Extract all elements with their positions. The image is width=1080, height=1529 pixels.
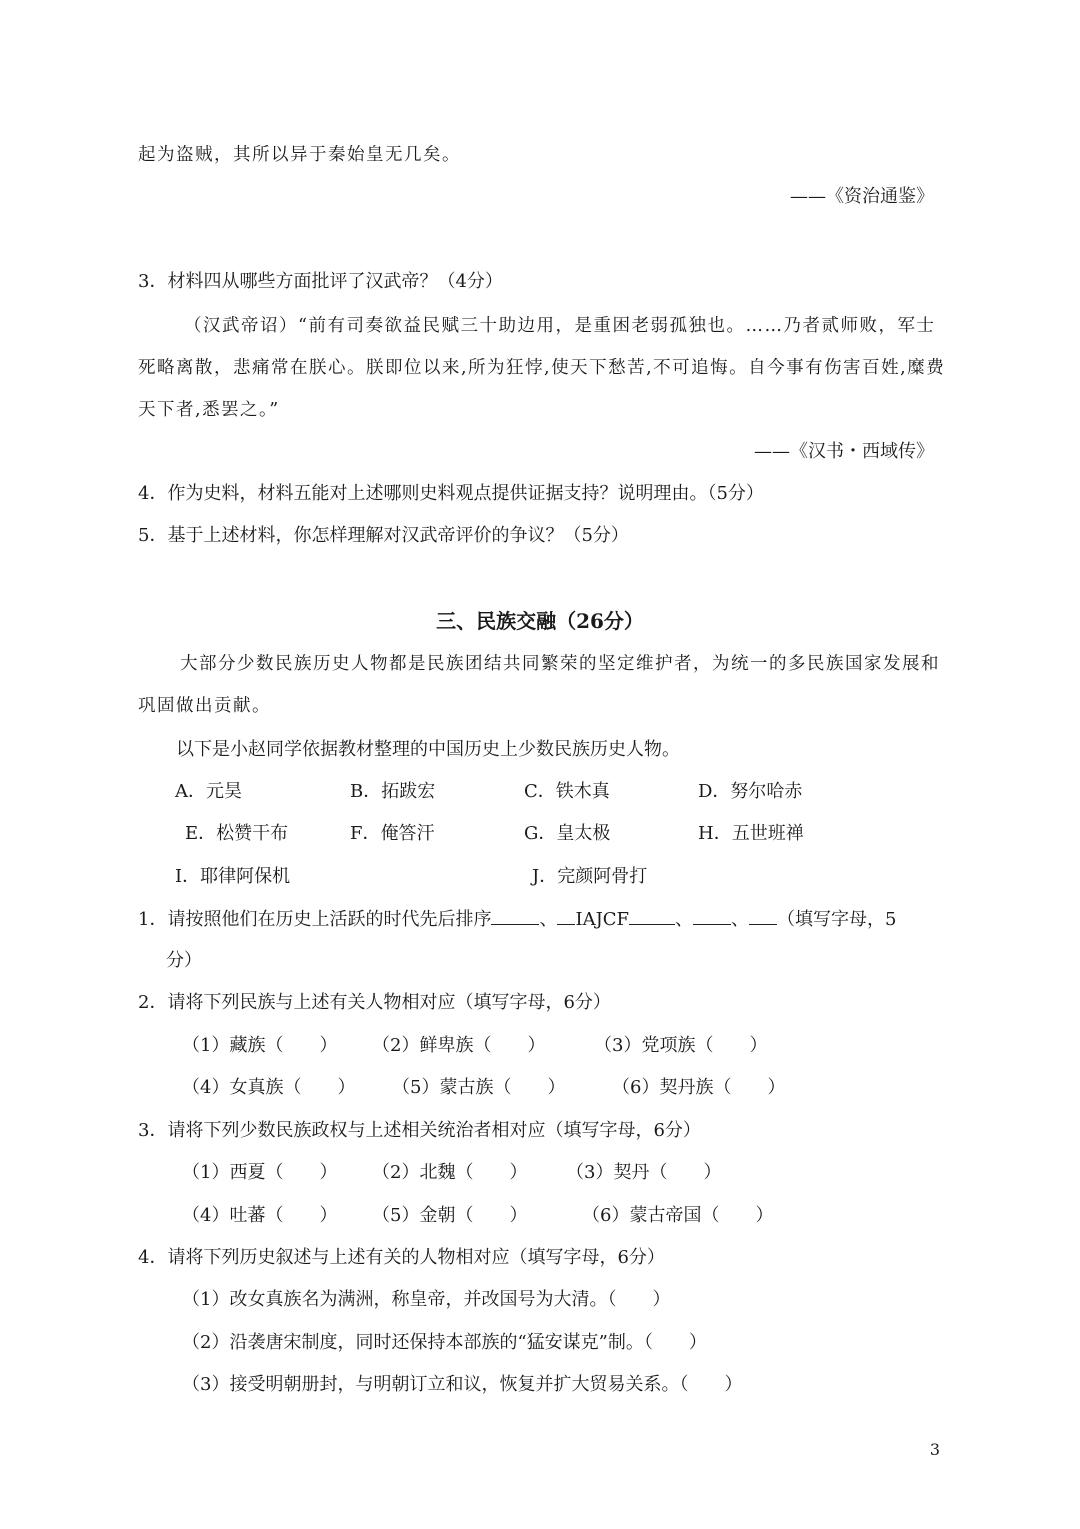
option-i: I．耶律阿保机 xyxy=(175,866,291,887)
question-4: 4．作为史料，材料五能对上述哪则史料观点提供证据支持？说明理由。（5分） xyxy=(138,483,764,504)
option-e: E．松赞干布 xyxy=(185,823,289,844)
q4-item-1: （1）改女真族名为满洲，称皇帝，并改国号为大清。（ ） xyxy=(182,1289,671,1310)
question-3: 3．材料四从哪些方面批评了汉武帝？（4分） xyxy=(138,271,503,292)
question-3-4: 4．请将下列历史叙述与上述有关的人物相对应（填写字母，6分） xyxy=(138,1247,665,1268)
material-five-line-1: （汉武帝诏）“前有司奏欲益民赋三十助边用，是重困老弱孤独也。……乃者贰师败，军士 xyxy=(184,316,936,336)
option-d: D．努尔哈赤 xyxy=(698,781,803,802)
intro-line-1: 大部分少数民族历史人物都是民族团结共同繁荣的坚定维护者，为统一的多民族国家发展和 xyxy=(180,654,940,674)
q2-item-1: （1）藏族（ ） xyxy=(182,1035,338,1056)
option-h: H．五世班禅 xyxy=(698,823,804,844)
option-c: C．铁木真 xyxy=(524,781,610,802)
question-3-1: 1．请按照他们在历史上活跃的时代先后排序 、 IAJCF 、 、 （填写字母，5 xyxy=(138,906,897,933)
q2-item-5: （5）蒙古族（ ） xyxy=(392,1077,566,1098)
source-hanshu: ——《汉书・西域传》 xyxy=(754,441,934,462)
question-3-3: 3．请将下列少数民族政权与上述相关统治者相对应（填写字母，6分） xyxy=(138,1120,701,1141)
q2-item-6: （6）契丹族（ ） xyxy=(612,1077,786,1098)
filled-answer: IAJCF xyxy=(575,909,630,930)
option-b: B．拓跋宏 xyxy=(350,781,436,802)
option-a: A．元昊 xyxy=(175,781,242,802)
material-five-line-2: 死略离散，悲痛常在朕心。朕即位以来,所为狂悖,使天下愁苦,不可追悔。自今事有伤害百姓,糜费 xyxy=(138,358,946,378)
q3-item-1: （1）西夏（ ） xyxy=(182,1162,338,1183)
answer-blank[interactable] xyxy=(749,906,777,925)
option-f: F．俺答汗 xyxy=(350,823,435,844)
question-3-1-cont: 分） xyxy=(166,950,202,971)
question-3-2: 2．请将下列民族与上述有关人物相对应（填写字母，6分） xyxy=(138,992,611,1013)
material-five-line-3: 天下者,悉罢之。” xyxy=(138,400,280,420)
option-j: J．完颜阿骨打 xyxy=(532,866,648,887)
q3-item-6: （6）蒙古帝国（ ） xyxy=(582,1205,774,1226)
q2-item-4: （4）女真族（ ） xyxy=(182,1077,356,1098)
question-5: 5．基于上述材料，你怎样理解对汉武帝评价的争议？（5分） xyxy=(138,525,629,546)
page-number: 3 xyxy=(929,1440,940,1459)
answer-blank[interactable] xyxy=(557,906,575,925)
intro-2: 以下是小赵同学依据教材整理的中国历史上少数民族历史人物。 xyxy=(176,739,680,760)
q2-item-3: （3）党项族（ ） xyxy=(594,1035,768,1056)
q4-item-3: （3）接受明朝册封，与明朝订立和议，恢复并扩大贸易关系。（ ） xyxy=(182,1374,743,1395)
q3-item-2: （2）北魏（ ） xyxy=(372,1162,528,1183)
answer-blank[interactable] xyxy=(693,906,731,925)
option-g: G．皇太极 xyxy=(524,823,611,844)
answer-blank[interactable] xyxy=(629,906,675,925)
q3-item-4: （4）吐蕃（ ） xyxy=(182,1205,338,1226)
q2-item-2: （2）鲜卑族（ ） xyxy=(372,1035,546,1056)
section-title: 三、民族交融（26分） xyxy=(436,609,644,633)
material-four-tail: 起为盗贼，其所以异于秦始皇无几矣。 xyxy=(138,145,461,165)
q3-item-3: （3）契丹（ ） xyxy=(566,1162,722,1183)
source-zizhi-tongjian: ——《资治通鉴》 xyxy=(790,186,934,207)
q3-item-5: （5）金朝（ ） xyxy=(372,1205,528,1226)
question-3-1-text: 1．请按照他们在历史上活跃的时代先后排序 xyxy=(138,909,492,930)
answer-blank[interactable] xyxy=(491,906,539,925)
intro-line-2: 巩固做出贡献。 xyxy=(138,696,271,716)
q4-item-2: （2）沿袭唐宋制度，同时还保持本部族的“猛安谋克”制。（ ） xyxy=(182,1332,707,1353)
